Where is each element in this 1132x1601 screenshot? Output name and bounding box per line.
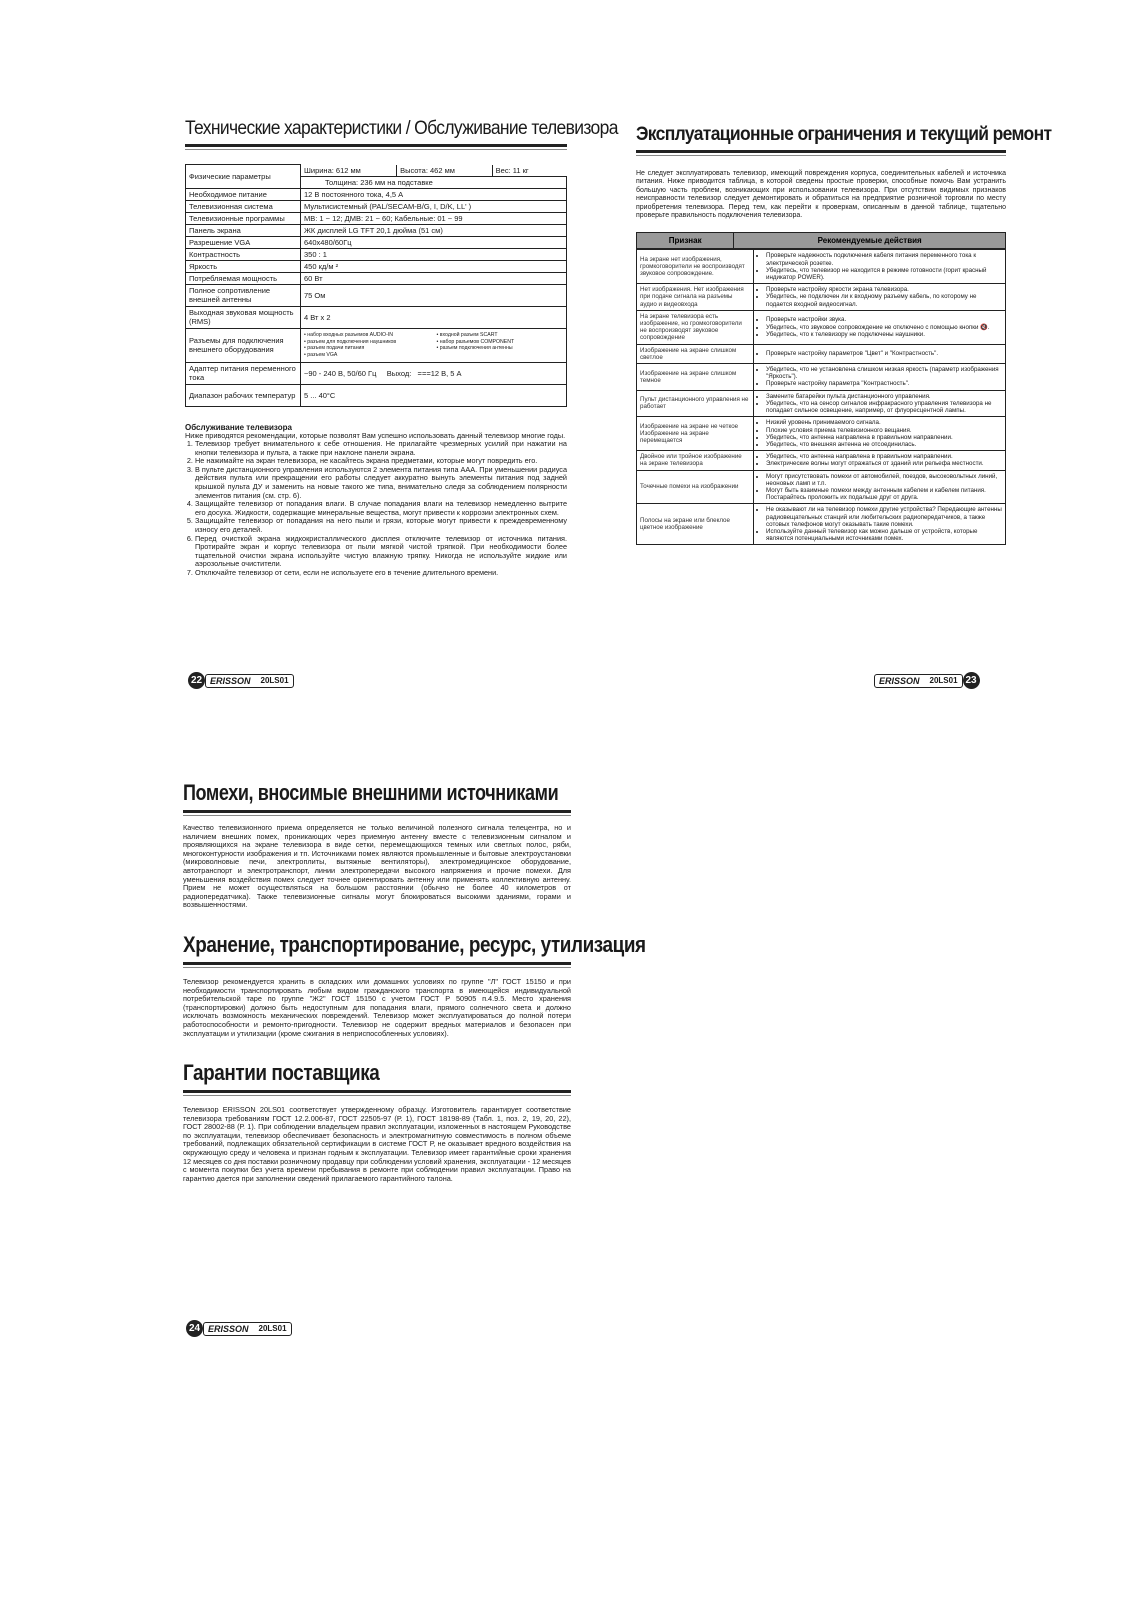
- spec-value: 4 Вт х 2: [301, 306, 567, 328]
- action-item: • Убедитесь, что к телевизору не подключены наушники.: [766, 331, 1002, 338]
- action-list: [757, 393, 1002, 415]
- spec-value: ~90 - 240 В, 50/60 Гц Выход: ===12 В, 5 А: [301, 362, 567, 384]
- spec-label: Диапазон рабочих температур: [186, 384, 301, 406]
- action-cell: [754, 310, 1006, 344]
- list-item: 3. В пульте дистанционного управления используются 2 элемента питания типа ААА. При уменьшении радиуса действия пульта или прекращении его работы следует аккуратно вынуть элементы питания под задней крышкой пульта ДУ и заменить на новые такого же типа, внимательно следя за соблюдением полярности элементов питания (см. стр. 6).: [195, 466, 567, 500]
- action-item: • Плохие условия приема телевизионного вещания.: [766, 427, 1002, 434]
- table-row: [637, 417, 1006, 451]
- action-list: [757, 366, 1002, 388]
- spec-value: 350 : 1: [301, 248, 567, 260]
- table-row: [637, 250, 1006, 284]
- action-cell: [754, 417, 1006, 451]
- action-cell: [754, 451, 1006, 470]
- spec-label: Разъемы для подключения внешнего оборудования: [186, 328, 301, 362]
- maintenance-intro: Ниже приводятся рекомендации, которые позволят Вам успешно использовать данный телевизор многие годы.: [185, 430, 566, 440]
- action-item: • Проверьте настройку яркости экрана телевизора.: [766, 286, 1002, 293]
- page-title: Технические характеристики / Обслуживание телевизора: [185, 118, 618, 139]
- list-item: 2. Не нажимайте на экран телевизора, не касайтесь экрана предметами, которые могут повредить его.: [195, 457, 567, 466]
- spec-height: Высота: 462 мм: [397, 165, 493, 176]
- connector-item: • разъем VGA: [304, 351, 338, 358]
- page-22: [185, 118, 618, 718]
- page-title: Эксплуатационные ограничения и текущий ремонт: [636, 124, 1052, 145]
- brand-label: [874, 674, 963, 688]
- spec-value: 60 Вт: [301, 272, 567, 284]
- troubleshooting-rows: [636, 249, 1006, 545]
- action-item: • Убедитесь, что внешняя антенна не отсоединилась.: [766, 441, 1002, 448]
- spec-value: ЖК дисплей LG TFT 20,1 дюйма (51 см): [301, 224, 567, 236]
- table-row: [637, 451, 1006, 470]
- maintenance-list: [185, 440, 567, 578]
- spec-label: Физические параметры: [186, 165, 301, 189]
- spec-label: Яркость: [186, 260, 301, 272]
- symptom-cell: Точечные помехи на изображении: [637, 470, 754, 504]
- action-item: • Могут быть взаимные помехи между антенным кабелем и кабелем питания. Постарайтесь проложить их подальше друг от друга.: [766, 487, 1002, 501]
- connector-item: • входной разъем SCART: [436, 332, 498, 338]
- title-rule-thin: [183, 967, 571, 968]
- action-list: [757, 506, 1002, 542]
- action-cell: [754, 344, 1006, 363]
- spec-width: Ширина: 612 мм: [301, 165, 397, 176]
- spec-value: МВ: 1 ~ 12; ДМВ: 21 ~ 60; Кабельные: 01 ~ 99: [301, 212, 567, 224]
- page-number: 22: [188, 672, 205, 689]
- list-item: 1. Телевизор требует внимательного к себе отношения. Не прилагайте чрезмерных усилий при нажатии на кнопки телевизора и пульта, а также при наклоне панели экрана.: [195, 440, 567, 457]
- action-list: [757, 252, 1002, 281]
- title-rule: [183, 962, 571, 965]
- spec-depth: Толщина: 236 мм на подставке: [301, 176, 567, 188]
- spec-weight: Вес: 11 кг: [495, 165, 529, 175]
- connector-item: • набор входных разъемов AUDIO-IN: [304, 332, 394, 338]
- action-list: [757, 286, 1002, 308]
- spec-value: Мультисистемный (PAL/SECAM-B/G, I, D/K, LL' ): [301, 200, 567, 212]
- model-name: 20LS01: [260, 676, 289, 685]
- connector-item: • разъем подключения антенны: [436, 345, 513, 351]
- page-23: [636, 118, 1052, 718]
- column-header: Рекомендуемые действия: [734, 233, 1006, 249]
- action-item: • Проверьте надежность подключения кабеля питания переменного тока к электрической розетке.: [766, 252, 1002, 266]
- title-rule-thin: [185, 149, 567, 150]
- action-cell: [754, 470, 1006, 504]
- title-rule-thin: [183, 815, 571, 816]
- spec-label: Потребляемая мощность: [186, 272, 301, 284]
- table-row: [637, 344, 1006, 363]
- spec-label: Контрастность: [186, 248, 301, 260]
- spec-label: Телевизионная система: [186, 200, 301, 212]
- spec-value: 12 В постоянного тока, 4,5 А: [301, 188, 567, 200]
- connector-item: • разъем подачи питания: [304, 345, 365, 351]
- list-item: 5. Защищайте телевизор от попадания на него пыли и грязи, которые могут привести к преждевременному износу его деталей.: [195, 517, 567, 534]
- action-cell: [754, 390, 1006, 417]
- maintenance-heading: Обслуживание телевизора: [185, 422, 292, 432]
- table-row: [637, 504, 1006, 545]
- table-row: [637, 310, 1006, 344]
- action-item: • Убедитесь, что антенна направлена в правильном направлении.: [766, 453, 1002, 460]
- action-list: [757, 473, 1002, 502]
- action-item: • Проверьте настройку параметров "Цвет" и "Контрастность".: [766, 350, 1002, 357]
- symptom-cell: На экране телевизора есть изображение, но громкоговорители не воспроизводят звуковое сопровождение: [637, 310, 754, 344]
- connector-item: • набор разъемов COMPONENT: [436, 338, 515, 345]
- action-item: • Убедитесь, что телевизор не находится в режиме готовности (горит красный индикатор POWER).: [766, 267, 1002, 281]
- table-row: [637, 364, 1006, 391]
- action-item: • Убедитесь, что не установлена слишком низкая яркость (параметр изображения "Яркость").: [766, 366, 1002, 380]
- column-header: Признак: [637, 233, 734, 249]
- action-list: [757, 316, 1002, 338]
- spec-table: [185, 164, 567, 407]
- title-rule: [636, 150, 1006, 153]
- action-cell: [754, 250, 1006, 284]
- action-list: [757, 350, 1002, 357]
- spec-value: 75 Ом: [301, 284, 567, 306]
- action-item: • Проверьте настройки звука.: [766, 316, 1002, 323]
- action-item: • Убедитесь, что звуковое сопровождение не отключено с помощью кнопки 🔇.: [766, 324, 1002, 331]
- spec-label: Панель экрана: [186, 224, 301, 236]
- symptom-cell: Полосы на экране или блеклое цветное изображение: [637, 504, 754, 545]
- symptom-cell: На экране нет изображения, громкоговорители не воспроизводят звуковое сопровождение.: [637, 250, 754, 284]
- action-list: [757, 453, 1002, 467]
- spec-label: Необходимое питание: [186, 188, 301, 200]
- action-item: • Используйте данный телевизор как можно дальше от устройств, которые являются потенциальными источниками помех.: [766, 528, 1002, 542]
- title-rule-thin: [183, 1095, 571, 1096]
- list-item: 6. Перед очисткой экрана жидкокристаллического дисплея отключите телевизор от источника питания. Протирайте экран и корпус телевизора от пыли мягкой чистой тряпкой. При необходимости более тщательной очистки экрана используйте чистую влажную тряпку. Никогда не используйте жидкие или аэрозольные очистители.: [195, 535, 567, 569]
- action-item: • Могут присутствовать помехи от автомобилей, поездов, высоковольтных линий, неоновых ламп и т.п.: [766, 473, 1002, 487]
- action-item: • Убедитесь, что на сенсор сигналов инфракрасного управления телевизора не попадает сильное освещение, например, от флуоресцентной лампы.: [766, 400, 1002, 414]
- spec-value: 450 кд/м ²: [301, 260, 567, 272]
- action-item: • Убедитесь, не подключен ли к входному разъему кабель, по которому не подается входной видеосигнал.: [766, 293, 1002, 307]
- brand-name: ERISSON: [208, 1323, 249, 1334]
- symptom-cell: Двойное или тройное изображение на экране телевизора: [637, 451, 754, 470]
- action-item: • Убедитесь, что антенна направлена в правильном направлении.: [766, 434, 1002, 441]
- troubleshooting-table: [636, 232, 1006, 249]
- title-rule: [183, 1090, 571, 1093]
- symptom-cell: Нет изображения. Нет изображения при подаче сигнала на разъемы аудио и видеовхода: [637, 284, 754, 311]
- section-title: Помехи, вносимые внешними источниками: [183, 780, 559, 805]
- title-rule-thin: [636, 155, 1006, 156]
- title-rule: [183, 810, 571, 813]
- action-item: • Не оказывают ли на телевизор помехи другие устройства? Передающие антенны радиовещательных станций или любительских радиопередатчиков, а также сотовых телефонов могут оказывать такие помехи.: [766, 506, 1002, 528]
- symptom-cell: Изображение на экране слишком светлое: [637, 344, 754, 363]
- section-text: Качество телевизионного приема определяется не только величиной полезного сигнала телецентра, но и наличием внешних помех, проникающих через приемную антенну вместе с телевизионным сигналом и проявляющихся на экране телевизора в виде сетки, перемещающихся темных или светлых полос, ряби, многоконтурности изображения и тп. Источниками помех являются промышленные и бытовые электроустановки (микроволновые печи, электроплиты, вытяжные вентиляторы), электромедицинское оборудование, автотранспорт и электротранспорт, линии электропередачи высокого напряжения и прочие помехи. Для уменьшения воздействия помех следует точнее ориентировать антенну или применять коллективную антенну. Прием не может осуществляться на большом расстоянии (обычно не более 40 километров от радиопередатчика). Также телевизионные сигналы могут блокироваться высокими зданиями, горами и возвышенностями.: [183, 823, 571, 910]
- brand-name: ERISSON: [879, 675, 920, 686]
- page-footer-24: [186, 1320, 292, 1337]
- table-row: [637, 284, 1006, 311]
- model-name: 20LS01: [258, 1324, 287, 1333]
- list-item: 4. Защищайте телевизор от попадания влаги. В случае попадания влаги на телевизор немедленно вытрите его досуха. Жидкости, содержащие минеральные вещества, могут привести к коррозии электронных схем.: [195, 500, 567, 517]
- symptom-cell: Изображение на экране слишком темное: [637, 364, 754, 391]
- action-item: • Электрические волны могут отражаться от зданий или рельефа местности.: [766, 460, 1002, 467]
- table-row: [637, 470, 1006, 504]
- connectors-cell: [301, 328, 567, 362]
- page-footer-23: [874, 672, 980, 689]
- spec-label: Полное сопротивление внешней антенны: [186, 284, 301, 306]
- spec-label: Телевизионные программы: [186, 212, 301, 224]
- spec-label: Выходная звуковая мощность (RMS): [186, 306, 301, 328]
- action-item: • Замените батарейки пульта дистанционного управления.: [766, 393, 1002, 400]
- page-24: [183, 780, 646, 1480]
- page-number: 24: [186, 1320, 203, 1337]
- action-item: • Проверьте настройку параметра "Контрастность".: [766, 380, 1002, 387]
- action-list: [757, 419, 1002, 448]
- model-name: 20LS01: [929, 676, 958, 685]
- section-title: Гарантии поставщика: [183, 1060, 380, 1086]
- symptom-cell: Пульт дистанционного управления не работает: [637, 390, 754, 417]
- section-text: Телевизор рекомендуется хранить в складских или домашних условиях по группе "Л" ГОСТ 15150 и при необходимости транспортировать любым видом гражданского транспорта в имеющейся индивидуальной потребительской таре по группе "Ж2" ГОСТ 15150 с учетом ГОСТ Р 50905 п.4.9.5. Место хранения (транспортировки) должно быть недоступным для попадания влаги, прямого солнечного света и должно исключать возможность механических повреждений. Телевизор может эксплуатироваться до полной потери работоспособности и ремонто-пригодности. Телевизор не содержит вредных материалов и безопасен при эксплуатации и утилизации (кроме сжигания в неприспособленных условиях).: [183, 976, 571, 1038]
- spec-label: Разрешение VGA: [186, 236, 301, 248]
- table-row: [637, 390, 1006, 417]
- brand-label: [205, 674, 294, 688]
- list-item: 7. Отключайте телевизор от сети, если не используете его в течение длительного времени.: [195, 569, 567, 578]
- title-rule: [185, 144, 567, 147]
- action-item: • Низкий уровень принимаемого сигнала.: [766, 419, 1002, 426]
- spec-value: 640х480/60Гц: [301, 236, 567, 248]
- action-cell: [754, 504, 1006, 545]
- intro-text: Не следует эксплуатировать телевизор, имеющий повреждения корпуса, соединительных кабелей и источника питания. Ниже приводится таблица, в которой сведены простые проверки, способные помочь Вам устранить большую часть проблем, возникающих при использовании телевизора. При отсутствии видимых признаков неисправности телевизор следует демонтировать и обратиться на предприятие розничной торговли по месту приобретения телевизора. Перед тем, как перейти к проверкам, описанным в данной таблице, тщательно проверьте правильность подключения телевизора.: [636, 170, 1006, 220]
- symptom-cell: Изображение на экране не четкое Изображение на экране перемещается: [637, 417, 754, 451]
- page-footer-22: [188, 672, 294, 689]
- connector-item: • разъем для подключения наушников: [304, 338, 397, 345]
- action-cell: [754, 284, 1006, 311]
- section-text: Телевизор ERISSON 20LS01 соответствует утвержденному образцу. Изготовитель гарантирует соответствие телевизора требованиям ГОСТ 12.2.006-87, ГОСТ 22505-97 (Р. 1), ГОСТ 18198-89 (Табл. 1, поз. 2, 19, 20, 22), ГОСТ 28002-88 (Р. 1). При соблюдении владельцем правил эксплуатации, изложенных в настоящем Руководстве по эксплуатации, телевизор обеспечивает безопасность и электромагнитную совместимость в полном объеме требований, подлежащих обязательной сертификации в системе ГОСТ Р, не оказывает вредного воздействия на окружающую среду и человека и признан годным к эксплуатации. Телевизор имеет гарантийные сроки хранения 12 месяцев со дня поставки розничному продавцу при соблюдении условий хранения, эксплуатации - 12 месяцев с момента покупки без учета времени пребывания в ремонте при соблюдении правил эксплуатации. Право на гарантию дается при заполнении сведений прилагаемого гарантийного талона.: [183, 1105, 571, 1183]
- brand-label: [203, 1322, 292, 1336]
- action-cell: [754, 364, 1006, 391]
- spec-label: Адаптер питания переменного тока: [186, 362, 301, 384]
- section-title: Хранение, транспортирование, ресурс, утилизация: [183, 931, 646, 957]
- spec-value: 5 ... 40°С: [301, 384, 567, 406]
- brand-name: ERISSON: [210, 675, 251, 686]
- page-number: 23: [963, 672, 980, 689]
